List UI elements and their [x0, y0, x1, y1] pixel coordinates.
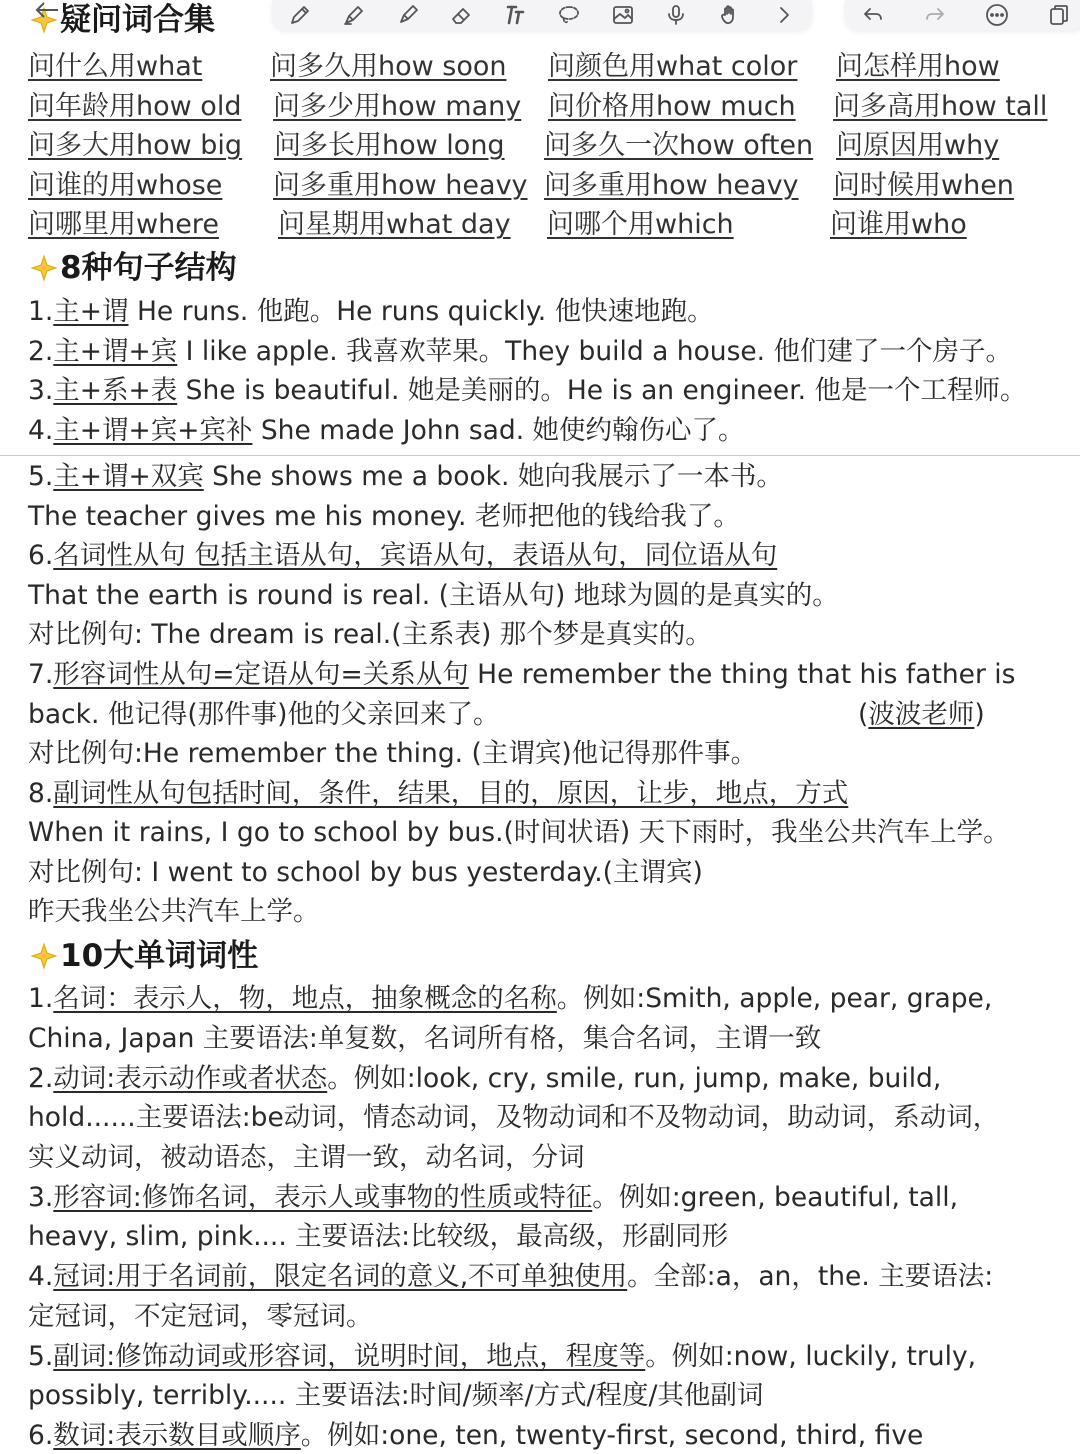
definition-label: 数词:表示数目或顺序: [53, 1420, 301, 1451]
question-row: [28, 206, 1058, 246]
paren-open: (: [858, 699, 869, 730]
sparkle-star-icon: [30, 254, 58, 282]
question-word-item: 问时候用when: [833, 169, 1014, 201]
structure-label: 主+系+表: [53, 375, 178, 406]
definition-label: 名词：表示人，物，地点，抽象概念的名称: [53, 983, 557, 1014]
text-line: 对比例句:He remember the thing. (主谓宾)他记得那件事。: [28, 738, 758, 769]
section-heading: 8种句子结构: [60, 250, 237, 286]
definition-label: 动词:表示动作或者状态: [53, 1063, 328, 1094]
question-word-item: 问哪个用which: [547, 209, 734, 241]
text-line: hold......主要语法:be动词，情态动词，及物动词和不及物动词，助动词，系动词，: [28, 1102, 1000, 1133]
example-text: She is beautiful. 她是美丽的。He is an engineer. 他是一个工程师。: [177, 375, 1027, 406]
microphone-icon[interactable]: [662, 3, 690, 27]
text-line: [28, 1418, 923, 1454]
text-line: [28, 413, 745, 449]
page-title: 疑问词合集: [60, 2, 215, 38]
example-text: 。例如:Smith, apple, pear, grape,: [556, 983, 993, 1014]
page-divider: [0, 455, 1080, 456]
text-line: 对比例句: I went to school by bus yesterday.(主谓宾): [28, 857, 703, 888]
question-word-item: 问颜色用what color: [548, 51, 798, 82]
text-line: [28, 294, 714, 330]
text-line: 实义动词，被动语态，主谓一致，动名词，分词: [28, 1142, 585, 1173]
question-word-item: 问谁的用whose: [28, 169, 223, 201]
text-line: 定冠词，不定冠词，零冠词。: [28, 1301, 373, 1332]
section-heading: 10大单词词性: [60, 938, 259, 974]
list-number: 1.: [28, 983, 54, 1014]
list-number: 3.: [28, 1182, 54, 1213]
chevron-right-icon[interactable]: [770, 3, 798, 27]
structure-label: 主+谓+宾: [53, 336, 178, 367]
list-number: 6.: [28, 540, 54, 571]
example-text: 。全部:a，an，the. 主要语法:: [627, 1261, 994, 1292]
image-icon[interactable]: [609, 3, 637, 27]
text-line: [28, 459, 783, 495]
list-number: 3.: [28, 375, 54, 406]
drawing-toolbar: [272, 0, 812, 30]
list-number: 8.: [28, 778, 54, 809]
paren-close: ): [974, 699, 985, 730]
example-text: 。例如:now, luckily, truly,: [645, 1341, 977, 1372]
structure-label: 副词性从句包括时间，条件，结果，目的，原因，让步，地点，方式: [53, 778, 849, 809]
question-word-item: 问价格用how much: [548, 90, 796, 122]
question-word-item: 问谁用who: [830, 209, 967, 241]
structure-label: 名词性从句 包括主语从句，宾语从句，表语从句，同位语从句: [53, 540, 778, 571]
redo-icon[interactable]: [921, 3, 949, 27]
question-word-item: 问原因用why: [836, 130, 1000, 162]
marker-icon[interactable]: [394, 3, 422, 27]
text-line: The teacher gives me his money. 老师把他的钱给我了。: [28, 501, 740, 532]
text-line: possibly, terribly..... 主要语法:时间/频率/方式/程度/其他副词: [28, 1380, 764, 1411]
text-line: heavy, slim, pink.... 主要语法:比较级，最高级，形副同形: [28, 1221, 729, 1252]
text-line: [28, 1061, 941, 1097]
back-arrow-icon[interactable]: [34, 0, 60, 20]
text-line: [28, 1180, 958, 1216]
question-word-item: 问年龄用how old: [28, 90, 242, 122]
text-line: When it rains, I go to school by bus.(时间状语) 天下雨时，我坐公共汽车上学。: [28, 817, 1010, 848]
highlighter-icon[interactable]: [340, 3, 368, 27]
question-word-item: 问多长用how long: [274, 130, 505, 162]
list-number: 1.: [28, 296, 54, 327]
question-word-item: 问星期用what day: [278, 209, 511, 241]
definition-label: 副词:修饰动词或形容词，说明时间，地点，程度等: [53, 1341, 646, 1372]
undo-icon[interactable]: [859, 3, 887, 27]
text-line: 对比例句: The dream is real.(主系表) 那个梦是真实的。: [28, 619, 712, 650]
example-text: She shows me a book. 她向我展示了一本书。: [203, 461, 783, 492]
question-row: [28, 167, 1058, 207]
structure-label: 形容词性从句=定语从句=关系从句: [53, 659, 469, 690]
text-line: [28, 776, 848, 812]
structure-label: 主+谓+双宾: [53, 461, 204, 492]
question-row: [28, 127, 1058, 167]
section-title-sentence-structures: [30, 248, 237, 288]
text-line: [28, 538, 777, 574]
lasso-icon[interactable]: [555, 3, 583, 27]
list-number: 2.: [28, 1063, 54, 1094]
section-title-parts-of-speech: [30, 936, 258, 976]
question-word-item: 问多少用how many: [273, 90, 522, 122]
text-line: back. 他记得(那件事)他的父亲回来了。: [28, 699, 500, 730]
structure-label: 主+谓: [53, 296, 129, 327]
list-number: 6.: [28, 1420, 54, 1451]
eraser-icon[interactable]: [447, 3, 475, 27]
text-line: [28, 1339, 976, 1375]
text-line: [28, 1259, 993, 1295]
question-word-item: 问怎样用how: [836, 51, 1000, 82]
pages-icon[interactable]: [1045, 3, 1073, 27]
pen-icon[interactable]: [286, 3, 314, 27]
question-word-item: 问哪里用where: [28, 209, 219, 241]
text-line: [28, 981, 992, 1017]
question-word-item: 问多久一次how often: [544, 130, 814, 162]
definition-label: 形容词:修饰名词，表示人或事物的性质或特征: [53, 1182, 593, 1213]
question-row: [28, 88, 1058, 128]
question-word-item: 问多久用how soon: [270, 51, 507, 82]
question-word-item: 问多大用how big: [28, 130, 243, 162]
list-number: 4.: [28, 415, 54, 446]
example-text: I like apple. 我喜欢苹果。They build a house. 他们建了一个房子。: [177, 336, 1013, 367]
edit-toolbar: [845, 0, 1080, 30]
author-note: [858, 697, 985, 733]
text-line: China, Japan 主要语法:单复数，名词所有格，集合名词，主谓一致: [28, 1023, 822, 1054]
list-number: 4.: [28, 1261, 54, 1292]
text-line: [28, 373, 1027, 409]
list-number: 5.: [28, 1341, 54, 1372]
text-line: 昨天我坐公共汽车上学。: [28, 896, 320, 927]
hand-icon[interactable]: [716, 3, 744, 27]
example-text: He remember the thing that his father is: [468, 659, 1016, 690]
structure-label: 主+谓+宾+宾补: [53, 415, 253, 446]
question-word-item: 问什么用what: [28, 51, 203, 82]
text-line: [28, 657, 1015, 693]
example-text: She made John sad. 她使约翰伤心了。: [252, 415, 745, 446]
question-word-item: 问多重用how heavy: [544, 169, 799, 201]
question-row: [28, 48, 1058, 88]
question-word-item: 问多重用how heavy: [273, 169, 528, 201]
example-text: 。例如:green, beautiful, tall,: [592, 1182, 959, 1213]
author-name: 波波老师: [868, 699, 975, 730]
list-number: 2.: [28, 336, 54, 367]
definition-label: 冠词:用于名词前，限定名词的意义,不可单独使用: [53, 1261, 628, 1292]
text-line: That the earth is round is real. (主语从句) 地球为圆的是真实的。: [28, 580, 839, 611]
sparkle-star-icon: [30, 942, 58, 970]
text-style-icon[interactable]: [501, 3, 529, 27]
example-text: 。例如:one, ten, twenty-first, second, third, five: [300, 1420, 924, 1451]
list-number: 7.: [28, 659, 54, 690]
example-text: He runs. 他跑。He runs quickly. 他快速地跑。: [128, 296, 714, 327]
text-line: [28, 334, 1012, 370]
example-text: 。例如:look, cry, smile, run, jump, make, build,: [327, 1063, 942, 1094]
more-icon[interactable]: [983, 3, 1011, 27]
question-words-grid: [28, 48, 1058, 246]
question-word-item: 问多高用how tall: [833, 90, 1048, 122]
list-number: 5.: [28, 461, 54, 492]
